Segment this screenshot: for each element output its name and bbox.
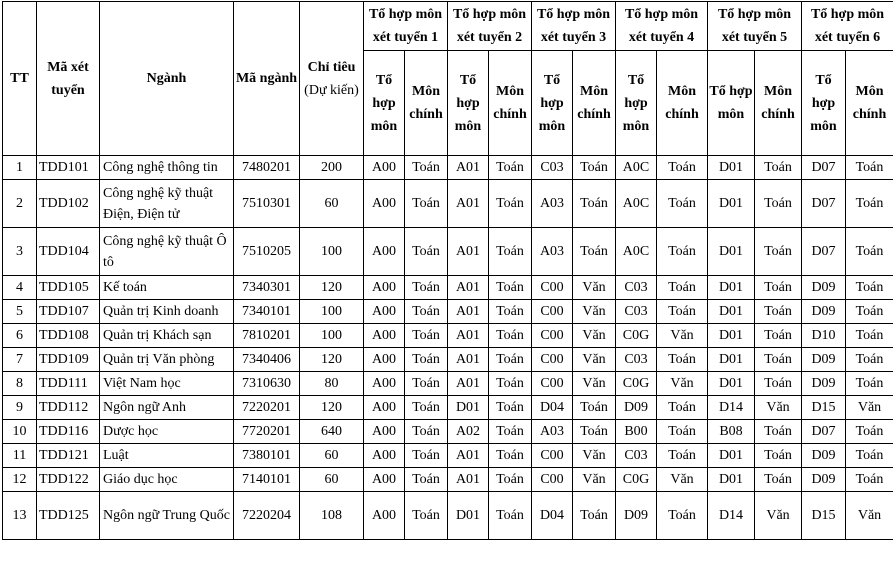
cell-to-hop-mon: A01 xyxy=(448,300,489,324)
cell-ma-xet-tuyen: TDD101 xyxy=(37,156,100,180)
cell-tt: 13 xyxy=(3,492,37,540)
cell-to-hop-mon: D09 xyxy=(616,396,657,420)
cell-ma-xet-tuyen: TDD102 xyxy=(37,180,100,228)
cell-chi-tieu: 120 xyxy=(300,276,364,300)
cell-to-hop-mon: A00 xyxy=(364,180,405,228)
cell-chi-tieu: 120 xyxy=(300,348,364,372)
cell-ma-xet-tuyen: TDD104 xyxy=(37,228,100,276)
cell-to-hop-mon: A00 xyxy=(364,492,405,540)
cell-to-hop-mon: A01 xyxy=(448,180,489,228)
cell-mon-chinh: Toán xyxy=(657,420,708,444)
cell-mon-chinh: Toán xyxy=(405,420,448,444)
cell-nganh: Luật xyxy=(100,444,234,468)
header-group-6: Tổ hợp môn xét tuyển 6 xyxy=(802,2,893,51)
cell-to-hop-mon: C00 xyxy=(532,372,573,396)
cell-mon-chinh: Toán xyxy=(846,228,893,276)
cell-to-hop-mon: D01 xyxy=(708,348,755,372)
cell-mon-chinh: Toán xyxy=(489,228,532,276)
cell-mon-chinh: Văn xyxy=(573,324,616,348)
cell-mon-chinh: Toán xyxy=(489,420,532,444)
cell-ma-xet-tuyen: TDD121 xyxy=(37,444,100,468)
cell-ma-xet-tuyen: TDD122 xyxy=(37,468,100,492)
cell-mon-chinh: Toán xyxy=(405,372,448,396)
cell-to-hop-mon: A03 xyxy=(532,228,573,276)
cell-mon-chinh: Toán xyxy=(846,420,893,444)
cell-mon-chinh: Toán xyxy=(489,444,532,468)
cell-to-hop-mon: A02 xyxy=(448,420,489,444)
cell-nganh: Công nghệ kỹ thuật Ô tô xyxy=(100,228,234,276)
cell-to-hop-mon: D14 xyxy=(708,492,755,540)
table-row xyxy=(3,228,893,276)
header-mon-chinh: Môn chính xyxy=(405,51,448,156)
cell-chi-tieu: 80 xyxy=(300,372,364,396)
header-chi-tieu xyxy=(300,2,364,156)
cell-mon-chinh: Toán xyxy=(657,348,708,372)
cell-mon-chinh: Toán xyxy=(657,444,708,468)
cell-mon-chinh: Toán xyxy=(755,300,802,324)
cell-mon-chinh: Toán xyxy=(405,444,448,468)
cell-ma-nganh: 7340101 xyxy=(234,300,300,324)
cell-mon-chinh: Toán xyxy=(489,396,532,420)
cell-to-hop-mon: B00 xyxy=(616,420,657,444)
cell-nganh: Quản trị Văn phòng xyxy=(100,348,234,372)
cell-ma-nganh: 7220201 xyxy=(234,396,300,420)
header-ma-nganh: Mã ngành xyxy=(234,2,300,156)
header-tt: TT xyxy=(3,2,37,156)
cell-to-hop-mon: D01 xyxy=(708,468,755,492)
cell-mon-chinh: Toán xyxy=(573,180,616,228)
cell-to-hop-mon: D09 xyxy=(802,276,846,300)
cell-to-hop-mon: D01 xyxy=(708,324,755,348)
cell-to-hop-mon: D07 xyxy=(802,156,846,180)
cell-to-hop-mon: A00 xyxy=(364,324,405,348)
cell-mon-chinh: Toán xyxy=(489,180,532,228)
cell-to-hop-mon: A00 xyxy=(364,396,405,420)
cell-to-hop-mon: A00 xyxy=(364,276,405,300)
cell-to-hop-mon: C00 xyxy=(532,300,573,324)
cell-chi-tieu: 100 xyxy=(300,300,364,324)
cell-to-hop-mon: C00 xyxy=(532,324,573,348)
cell-mon-chinh: Toán xyxy=(489,300,532,324)
cell-nganh: Dược học xyxy=(100,420,234,444)
cell-ma-nganh: 7380101 xyxy=(234,444,300,468)
cell-mon-chinh: Toán xyxy=(405,348,448,372)
cell-ma-nganh: 7340301 xyxy=(234,276,300,300)
cell-to-hop-mon: D09 xyxy=(802,300,846,324)
cell-to-hop-mon: D04 xyxy=(532,396,573,420)
cell-mon-chinh: Toán xyxy=(846,324,893,348)
header-chi-tieu-label: Chỉ tiêu xyxy=(308,60,356,75)
cell-to-hop-mon: C03 xyxy=(616,348,657,372)
cell-tt: 2 xyxy=(3,180,37,228)
cell-to-hop-mon: D10 xyxy=(802,324,846,348)
cell-to-hop-mon: C03 xyxy=(616,300,657,324)
cell-ma-nganh: 7510301 xyxy=(234,180,300,228)
header-group-4: Tổ hợp môn xét tuyển 4 xyxy=(616,2,708,51)
cell-mon-chinh: Toán xyxy=(755,156,802,180)
cell-mon-chinh: Toán xyxy=(755,444,802,468)
cell-to-hop-mon: A00 xyxy=(364,372,405,396)
cell-mon-chinh: Văn xyxy=(755,396,802,420)
header-nganh: Ngành xyxy=(100,2,234,156)
cell-mon-chinh: Toán xyxy=(405,396,448,420)
cell-mon-chinh: Toán xyxy=(846,276,893,300)
cell-ma-nganh: 7140101 xyxy=(234,468,300,492)
header-mon-chinh: Môn chính xyxy=(489,51,532,156)
cell-mon-chinh: Toán xyxy=(573,420,616,444)
cell-mon-chinh: Toán xyxy=(405,156,448,180)
cell-ma-xet-tuyen: TDD107 xyxy=(37,300,100,324)
cell-nganh: Quản trị Khách sạn xyxy=(100,324,234,348)
table-row xyxy=(3,348,893,372)
cell-chi-tieu: 200 xyxy=(300,156,364,180)
cell-ma-nganh: 7340406 xyxy=(234,348,300,372)
cell-mon-chinh: Toán xyxy=(755,228,802,276)
cell-nganh: Ngôn ngữ Trung Quốc xyxy=(100,492,234,540)
cell-mon-chinh: Toán xyxy=(755,348,802,372)
cell-mon-chinh: Văn xyxy=(573,276,616,300)
cell-to-hop-mon: D01 xyxy=(708,300,755,324)
cell-to-hop-mon: D07 xyxy=(802,420,846,444)
table-row xyxy=(3,468,893,492)
cell-mon-chinh: Toán xyxy=(755,372,802,396)
cell-mon-chinh: Văn xyxy=(846,492,893,540)
header-group-5: Tổ hợp môn xét tuyển 5 xyxy=(708,2,802,51)
cell-to-hop-mon: A01 xyxy=(448,228,489,276)
cell-ma-xet-tuyen: TDD125 xyxy=(37,492,100,540)
cell-to-hop-mon: A01 xyxy=(448,372,489,396)
cell-mon-chinh: Toán xyxy=(755,468,802,492)
cell-nganh: Việt Nam học xyxy=(100,372,234,396)
cell-mon-chinh: Toán xyxy=(573,492,616,540)
cell-to-hop-mon: D09 xyxy=(802,372,846,396)
cell-mon-chinh: Toán xyxy=(405,300,448,324)
header-mon-chinh: Môn chính xyxy=(755,51,802,156)
cell-mon-chinh: Toán xyxy=(846,180,893,228)
cell-to-hop-mon: C0G xyxy=(616,324,657,348)
header-to-hop-mon: Tổ hợp môn xyxy=(616,51,657,156)
cell-chi-tieu: 120 xyxy=(300,396,364,420)
cell-ma-xet-tuyen: TDD109 xyxy=(37,348,100,372)
table-row xyxy=(3,324,893,348)
cell-to-hop-mon: D09 xyxy=(616,492,657,540)
table-row xyxy=(3,492,893,540)
cell-chi-tieu: 100 xyxy=(300,324,364,348)
cell-to-hop-mon: D14 xyxy=(708,396,755,420)
cell-to-hop-mon: D01 xyxy=(708,444,755,468)
cell-to-hop-mon: D09 xyxy=(802,468,846,492)
cell-chi-tieu: 60 xyxy=(300,444,364,468)
cell-mon-chinh: Văn xyxy=(573,372,616,396)
cell-to-hop-mon: D01 xyxy=(708,228,755,276)
cell-mon-chinh: Văn xyxy=(657,372,708,396)
header-to-hop-mon: Tổ hợp môn xyxy=(532,51,573,156)
cell-tt: 9 xyxy=(3,396,37,420)
cell-mon-chinh: Toán xyxy=(489,372,532,396)
cell-ma-xet-tuyen: TDD108 xyxy=(37,324,100,348)
cell-to-hop-mon: C00 xyxy=(532,348,573,372)
table-row xyxy=(3,420,893,444)
cell-to-hop-mon: C03 xyxy=(532,156,573,180)
cell-tt: 6 xyxy=(3,324,37,348)
cell-to-hop-mon: A01 xyxy=(448,156,489,180)
cell-tt: 12 xyxy=(3,468,37,492)
cell-mon-chinh: Toán xyxy=(489,468,532,492)
cell-tt: 11 xyxy=(3,444,37,468)
cell-chi-tieu: 60 xyxy=(300,468,364,492)
cell-tt: 5 xyxy=(3,300,37,324)
cell-nganh: Công nghệ thông tin xyxy=(100,156,234,180)
cell-mon-chinh: Toán xyxy=(405,276,448,300)
cell-mon-chinh: Toán xyxy=(573,228,616,276)
cell-mon-chinh: Toán xyxy=(755,420,802,444)
cell-to-hop-mon: A03 xyxy=(532,420,573,444)
cell-nganh: Kế toán xyxy=(100,276,234,300)
cell-to-hop-mon: D01 xyxy=(708,180,755,228)
cell-to-hop-mon: C0G xyxy=(616,372,657,396)
cell-ma-xet-tuyen: TDD111 xyxy=(37,372,100,396)
cell-mon-chinh: Văn xyxy=(657,324,708,348)
cell-chi-tieu: 100 xyxy=(300,228,364,276)
cell-to-hop-mon: A01 xyxy=(448,324,489,348)
cell-to-hop-mon: D07 xyxy=(802,228,846,276)
cell-to-hop-mon: C00 xyxy=(532,468,573,492)
cell-mon-chinh: Toán xyxy=(657,228,708,276)
cell-to-hop-mon: C00 xyxy=(532,276,573,300)
cell-to-hop-mon: A0C xyxy=(616,180,657,228)
cell-chi-tieu: 60 xyxy=(300,180,364,228)
cell-mon-chinh: Toán xyxy=(657,300,708,324)
cell-to-hop-mon: A01 xyxy=(448,468,489,492)
header-chi-tieu-sub: (Dự kiến) xyxy=(304,83,359,98)
header-to-hop-mon: Tổ hợp môn xyxy=(708,51,755,156)
table-row xyxy=(3,156,893,180)
cell-to-hop-mon: A03 xyxy=(532,180,573,228)
cell-mon-chinh: Toán xyxy=(846,348,893,372)
cell-mon-chinh: Toán xyxy=(657,276,708,300)
cell-ma-xet-tuyen: TDD105 xyxy=(37,276,100,300)
cell-to-hop-mon: D15 xyxy=(802,492,846,540)
header-ma-xet-tuyen: Mã xét tuyển xyxy=(37,2,100,156)
header-mon-chinh: Môn chính xyxy=(846,51,893,156)
cell-to-hop-mon: D01 xyxy=(708,276,755,300)
admissions-table xyxy=(2,1,893,540)
cell-to-hop-mon: A01 xyxy=(448,348,489,372)
cell-to-hop-mon: D15 xyxy=(802,396,846,420)
cell-to-hop-mon: A00 xyxy=(364,228,405,276)
cell-mon-chinh: Toán xyxy=(755,324,802,348)
table-row xyxy=(3,372,893,396)
cell-to-hop-mon: A00 xyxy=(364,420,405,444)
cell-mon-chinh: Văn xyxy=(573,468,616,492)
cell-mon-chinh: Toán xyxy=(846,156,893,180)
cell-to-hop-mon: A0C xyxy=(616,228,657,276)
header-mon-chinh: Môn chính xyxy=(657,51,708,156)
cell-mon-chinh: Toán xyxy=(846,372,893,396)
cell-mon-chinh: Toán xyxy=(573,396,616,420)
cell-ma-nganh: 7720201 xyxy=(234,420,300,444)
cell-to-hop-mon: C00 xyxy=(532,444,573,468)
cell-mon-chinh: Toán xyxy=(846,444,893,468)
cell-chi-tieu: 108 xyxy=(300,492,364,540)
cell-to-hop-mon: C03 xyxy=(616,444,657,468)
cell-mon-chinh: Toán xyxy=(489,324,532,348)
cell-tt: 10 xyxy=(3,420,37,444)
cell-mon-chinh: Văn xyxy=(573,300,616,324)
cell-nganh: Công nghệ kỹ thuật Điện, Điện tử xyxy=(100,180,234,228)
cell-to-hop-mon: A00 xyxy=(364,348,405,372)
header-to-hop-mon: Tổ hợp môn xyxy=(364,51,405,156)
header-mon-chinh: Môn chính xyxy=(573,51,616,156)
cell-tt: 8 xyxy=(3,372,37,396)
cell-mon-chinh: Toán xyxy=(405,228,448,276)
cell-to-hop-mon: D09 xyxy=(802,444,846,468)
cell-mon-chinh: Văn xyxy=(573,444,616,468)
cell-ma-nganh: 7310630 xyxy=(234,372,300,396)
cell-mon-chinh: Toán xyxy=(657,396,708,420)
cell-mon-chinh: Toán xyxy=(657,156,708,180)
header-group-3: Tổ hợp môn xét tuyển 3 xyxy=(532,2,616,51)
table-body xyxy=(3,156,893,540)
cell-mon-chinh: Toán xyxy=(846,468,893,492)
header-to-hop-mon: Tổ hợp môn xyxy=(448,51,489,156)
cell-mon-chinh: Toán xyxy=(489,348,532,372)
cell-mon-chinh: Toán xyxy=(489,492,532,540)
cell-tt: 1 xyxy=(3,156,37,180)
cell-mon-chinh: Toán xyxy=(846,300,893,324)
cell-to-hop-mon: B08 xyxy=(708,420,755,444)
cell-ma-nganh: 7480201 xyxy=(234,156,300,180)
cell-mon-chinh: Văn xyxy=(657,468,708,492)
cell-tt: 7 xyxy=(3,348,37,372)
cell-mon-chinh: Toán xyxy=(405,324,448,348)
cell-chi-tieu: 640 xyxy=(300,420,364,444)
table-row xyxy=(3,396,893,420)
cell-mon-chinh: Toán xyxy=(657,492,708,540)
cell-to-hop-mon: D01 xyxy=(448,492,489,540)
cell-mon-chinh: Toán xyxy=(405,180,448,228)
cell-ma-nganh: 7810201 xyxy=(234,324,300,348)
cell-nganh: Giáo dục học xyxy=(100,468,234,492)
cell-to-hop-mon: A0C xyxy=(616,156,657,180)
cell-tt: 4 xyxy=(3,276,37,300)
cell-ma-nganh: 7220204 xyxy=(234,492,300,540)
header-group-1: Tổ hợp môn xét tuyển 1 xyxy=(364,2,448,51)
cell-mon-chinh: Văn xyxy=(755,492,802,540)
cell-to-hop-mon: D04 xyxy=(532,492,573,540)
table-row xyxy=(3,180,893,228)
cell-to-hop-mon: D01 xyxy=(708,156,755,180)
header-group-2: Tổ hợp môn xét tuyển 2 xyxy=(448,2,532,51)
table-row xyxy=(3,300,893,324)
table-row xyxy=(3,444,893,468)
cell-to-hop-mon: D01 xyxy=(448,396,489,420)
cell-mon-chinh: Toán xyxy=(755,276,802,300)
cell-mon-chinh: Văn xyxy=(573,348,616,372)
header-to-hop-mon: Tổ hợp môn xyxy=(802,51,846,156)
cell-to-hop-mon: A00 xyxy=(364,156,405,180)
cell-to-hop-mon: A01 xyxy=(448,276,489,300)
cell-mon-chinh: Văn xyxy=(846,396,893,420)
cell-to-hop-mon: D01 xyxy=(708,372,755,396)
cell-to-hop-mon: D09 xyxy=(802,348,846,372)
cell-mon-chinh: Toán xyxy=(755,180,802,228)
cell-ma-xet-tuyen: TDD116 xyxy=(37,420,100,444)
cell-nganh: Quản trị Kinh doanh xyxy=(100,300,234,324)
cell-ma-nganh: 7510205 xyxy=(234,228,300,276)
cell-to-hop-mon: A00 xyxy=(364,300,405,324)
cell-tt: 3 xyxy=(3,228,37,276)
cell-ma-xet-tuyen: TDD112 xyxy=(37,396,100,420)
cell-mon-chinh: Toán xyxy=(405,468,448,492)
cell-to-hop-mon: A00 xyxy=(364,444,405,468)
cell-mon-chinh: Toán xyxy=(405,492,448,540)
cell-mon-chinh: Toán xyxy=(573,156,616,180)
cell-to-hop-mon: D07 xyxy=(802,180,846,228)
cell-to-hop-mon: C0G xyxy=(616,468,657,492)
cell-to-hop-mon: A01 xyxy=(448,444,489,468)
cell-to-hop-mon: A00 xyxy=(364,468,405,492)
table-row xyxy=(3,276,893,300)
cell-nganh: Ngôn ngữ Anh xyxy=(100,396,234,420)
cell-mon-chinh: Toán xyxy=(489,156,532,180)
cell-mon-chinh: Toán xyxy=(657,180,708,228)
cell-to-hop-mon: C03 xyxy=(616,276,657,300)
cell-mon-chinh: Toán xyxy=(489,276,532,300)
